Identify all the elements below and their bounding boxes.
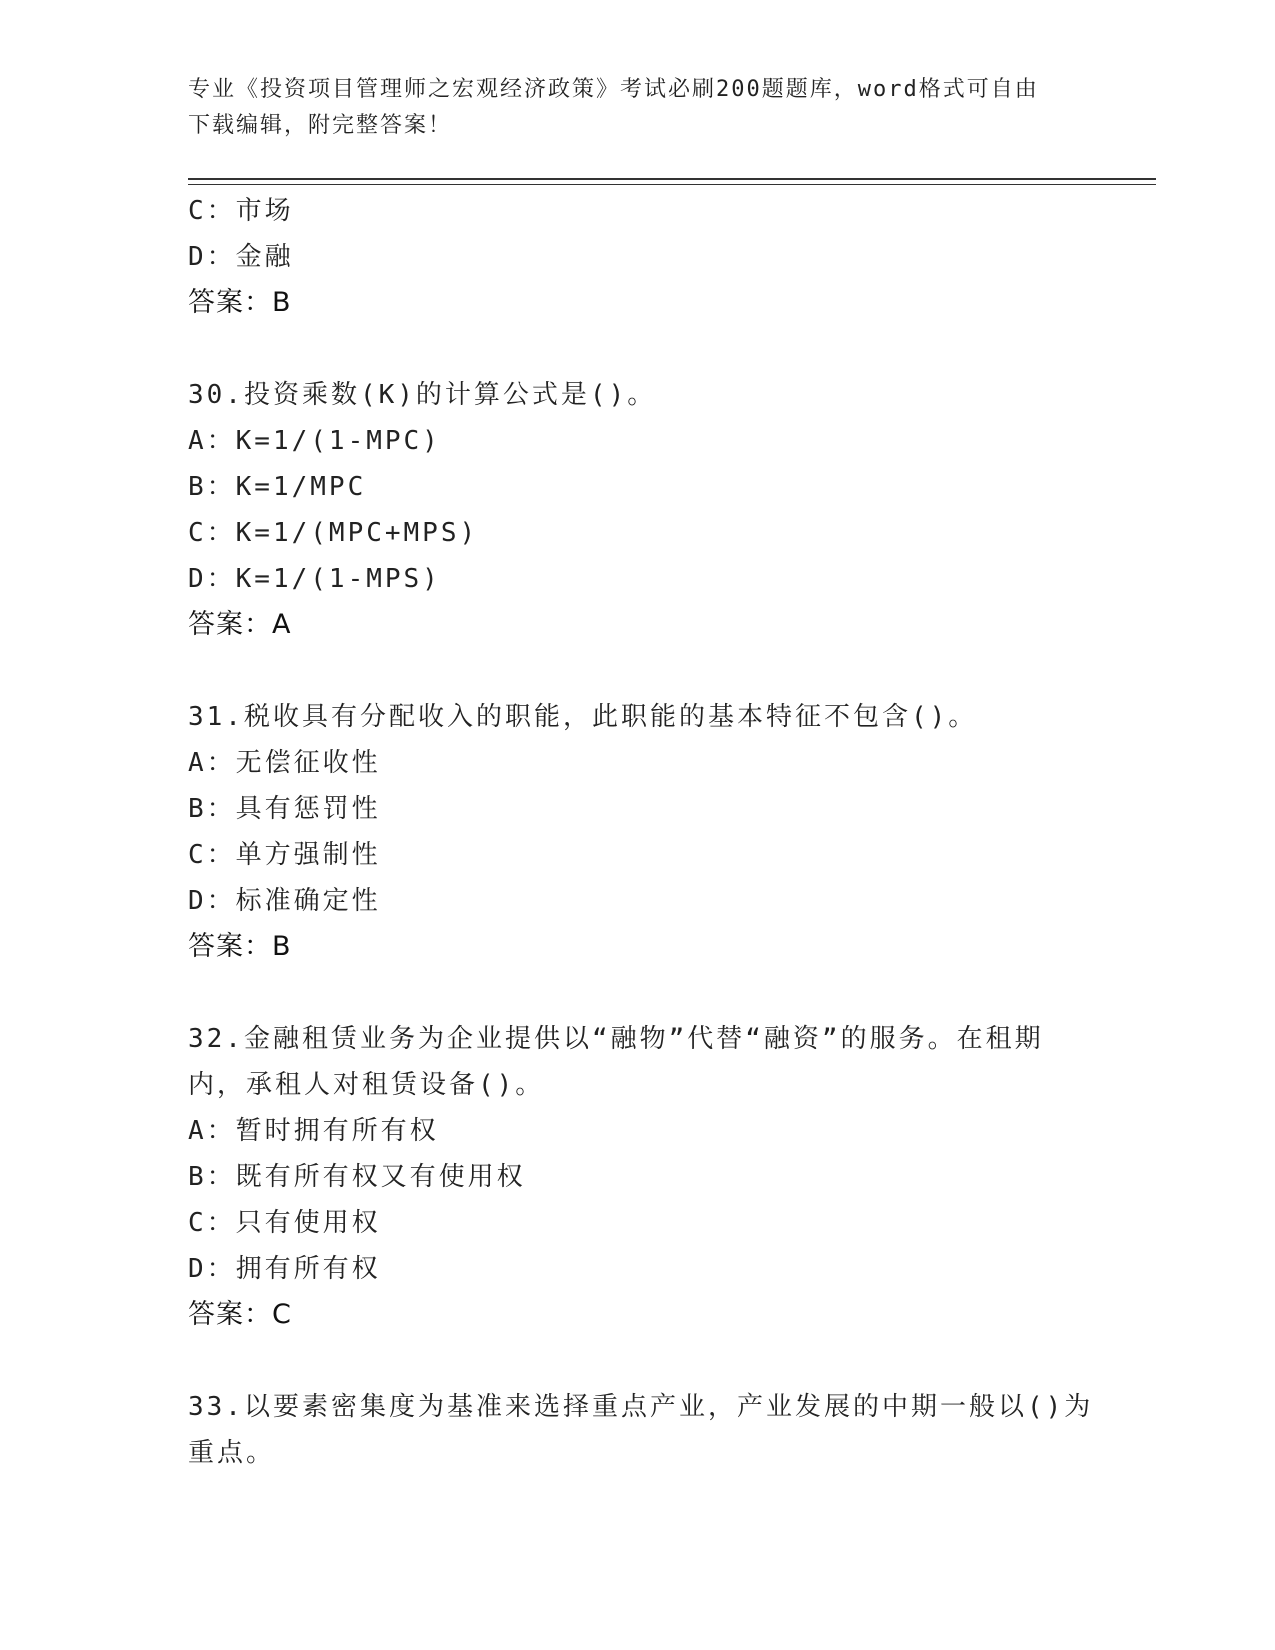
- option-b: B：K=1/MPC: [188, 472, 367, 502]
- option-b: B：既有所有权又有使用权: [188, 1162, 526, 1192]
- option-b: B：具有惩罚性: [188, 794, 381, 824]
- question-block-prev: [188, 188, 1088, 326]
- header-divider-thin: [188, 184, 1156, 185]
- answer-line: 答案：C: [188, 1299, 292, 1330]
- option-d: D：标准确定性: [188, 886, 381, 916]
- spacer: [188, 1338, 1088, 1384]
- option-a: A：无偿征收性: [188, 748, 381, 778]
- header-line-1: 专业《投资项目管理师之宏观经济政策》考试必刷200题题库，word格式可自由: [188, 77, 1039, 102]
- header-divider-thick: [188, 178, 1156, 180]
- answer-line: 答案：A: [188, 609, 292, 640]
- option-a: A：K=1/(1-MPC): [188, 426, 441, 456]
- option-c: C：市场: [188, 196, 294, 226]
- question-text-line-2: 内，承租人对租赁设备()。: [188, 1070, 545, 1100]
- question-block-32: [188, 1016, 1088, 1338]
- answer-line: 答案：B: [188, 287, 292, 318]
- question-text-line-1: 33.以要素密集度为基准来选择重点产业，产业发展的中期一般以()为: [188, 1392, 1094, 1422]
- spacer: [188, 326, 1088, 372]
- option-c: C：只有使用权: [188, 1208, 381, 1238]
- option-c: C：K=1/(MPC+MPS): [188, 518, 479, 548]
- option-d: D：K=1/(1-MPS): [188, 564, 441, 594]
- question-text-line-1: 32.金融租赁业务为企业提供以“融物”代替“融资”的服务。在租期: [188, 1024, 1044, 1054]
- question-text: 30.投资乘数(K)的计算公式是()。: [188, 380, 657, 410]
- spacer: [188, 970, 1088, 1016]
- answer-line: 答案：B: [188, 931, 292, 962]
- question-text-line-2: 重点。: [188, 1438, 276, 1468]
- option-d: D：金融: [188, 242, 294, 272]
- option-a: A：暂时拥有所有权: [188, 1116, 439, 1146]
- question-block-33: [188, 1384, 1094, 1476]
- question-block-30: [188, 372, 1088, 648]
- document-header: [188, 72, 1088, 144]
- header-line-2: 下载编辑，附完整答案！: [188, 113, 453, 138]
- spacer: [188, 648, 1088, 694]
- question-text: 31.税收具有分配收入的职能，此职能的基本特征不包含()。: [188, 702, 978, 732]
- document-body: [188, 188, 1094, 1476]
- option-c: C：单方强制性: [188, 840, 381, 870]
- option-d: D：拥有所有权: [188, 1254, 381, 1284]
- question-block-31: [188, 694, 1088, 970]
